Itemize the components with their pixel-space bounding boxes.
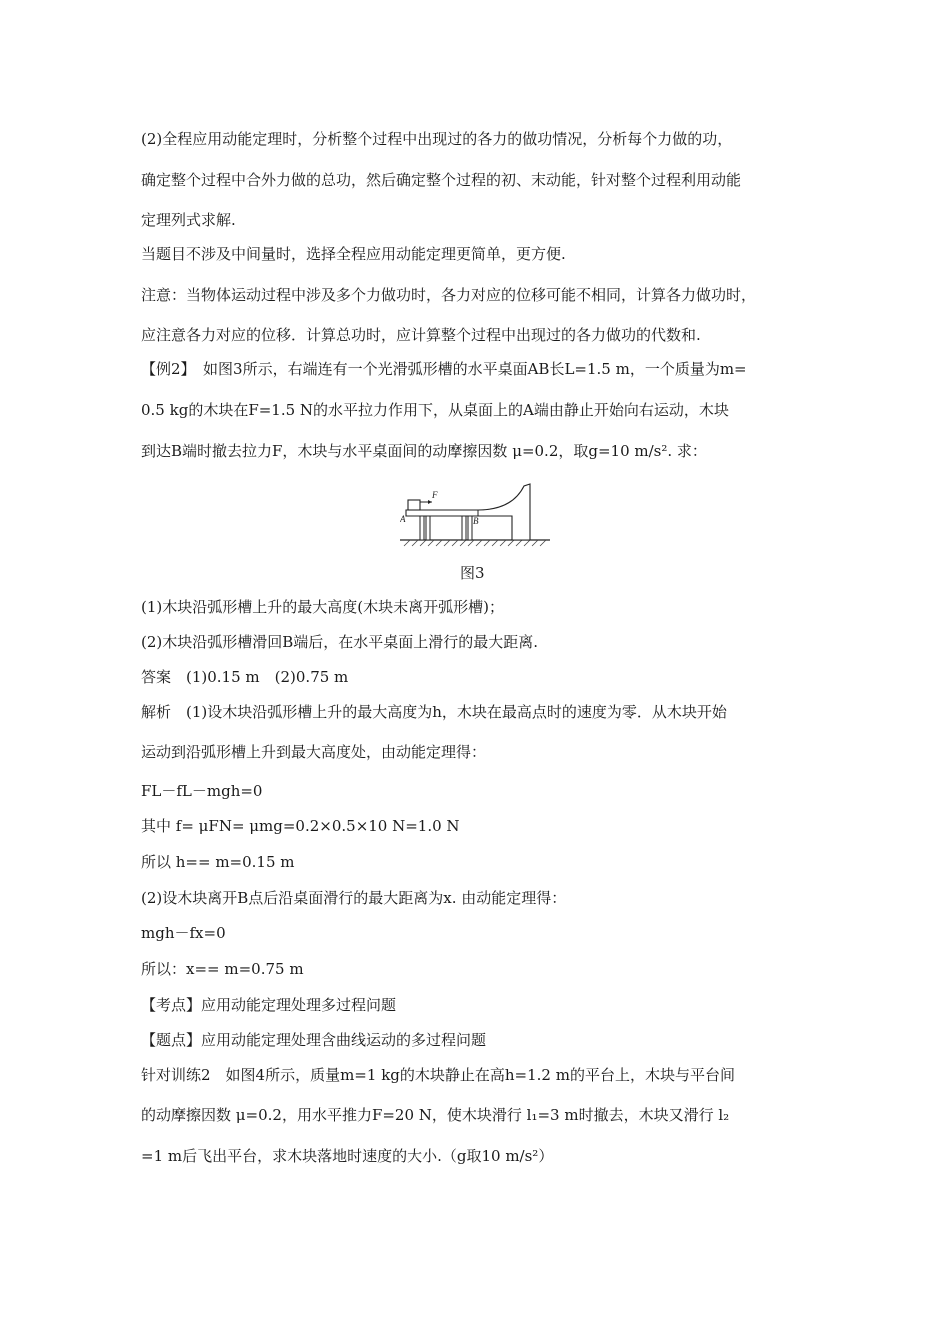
paragraph-line: (2)全程应用动能定理时，分析整个过程中出现过的各力的做功情况，分析每个力做的功， — [141, 130, 733, 148]
solution-line: (2)设木块离开B点后沿桌面滑行的最大距离为x. 由动能定理得： — [141, 889, 567, 907]
paragraph-line: 当题目不涉及中间量时，选择全程应用动能定理更简单，更方便. — [141, 245, 566, 263]
example-line: 到达B端时撤去拉力F，木块与水平桌面间的动摩擦因数 μ=0.2，取g=10 m/s². 求： — [141, 442, 707, 460]
solution-line: 解析 (1)设木块沿弧形槽上升的最大高度为h，木块在最高点时的速度为零．从木块开始 — [141, 703, 727, 721]
force-arrow-icon — [428, 500, 432, 504]
topic-point-tag: 【题点】应用动能定理处理含曲线运动的多过程问题 — [141, 1031, 487, 1049]
note-line: 应注意各力对应的位移．计算总功时，应计算整个过程中出现过的各力做功的代数和. — [141, 326, 701, 344]
exercise-line: 针对训练2 如图4所示，质量m=1 kg的木块静止在高h=1.2 m的平台上，木块与平台间 — [141, 1066, 735, 1084]
equation-line: FL－fL－mgh=0 — [141, 782, 263, 800]
question-line: (2)木块沿弧形槽滑回B端后，在水平桌面上滑行的最大距离. — [141, 633, 539, 651]
point-b-label: B — [473, 516, 479, 526]
exercise-line: 的动摩擦因数 μ=0.2，用水平推力F=20 N，使木块滑行 l₁=3 m时撤去，木块又滑行 l₂ — [141, 1106, 730, 1124]
wood-block — [408, 500, 420, 510]
example-line: 0.5 kg的木块在F=1.5 N的水平拉力作用下，从桌面上的A端由静止开始向右运动，木块 — [141, 401, 729, 419]
table-arc-diagram — [400, 482, 550, 548]
question-line: (1)木块沿弧形槽上升的最大高度(木块未离开弧形槽)； — [141, 598, 504, 616]
exercise-line: =1 m后飞出平台，求木块落地时速度的大小.（g取10 m/s²） — [141, 1147, 554, 1165]
figure-caption: 图3 — [460, 564, 485, 582]
equation-line: 所以 h== m=0.15 m — [141, 853, 295, 871]
point-a-label: A — [400, 514, 406, 524]
solution-line: 运动到沿弧形槽上升到最大高度处，由动能定理得： — [141, 743, 487, 761]
equation-line: 其中 f= μFN= μmg=0.2×0.5×10 N=1.0 N — [141, 817, 460, 835]
paragraph-line: 定理列式求解. — [141, 211, 236, 229]
answer-line: 答案 (1)0.15 m (2)0.75 m — [141, 668, 349, 686]
equation-line: mgh－fx=0 — [141, 924, 226, 942]
force-label: F — [432, 490, 438, 500]
topic-tag: 【考点】应用动能定理处理多过程问题 — [141, 996, 397, 1014]
note-line: 注意：当物体运动过程中涉及多个力做功时，各力对应的位移可能不相同，计算各力做功时， — [141, 286, 757, 304]
example-line: 【例2】 如图3所示，右端连有一个光滑弧形槽的水平桌面AB长L=1.5 m，一个质量为m= — [141, 360, 747, 378]
paragraph-line: 确定整个过程中合外力做的总功，然后确定整个过程的初、末动能，针对整个过程利用动能 — [141, 171, 742, 189]
equation-line: 所以：x== m=0.75 m — [141, 960, 304, 978]
